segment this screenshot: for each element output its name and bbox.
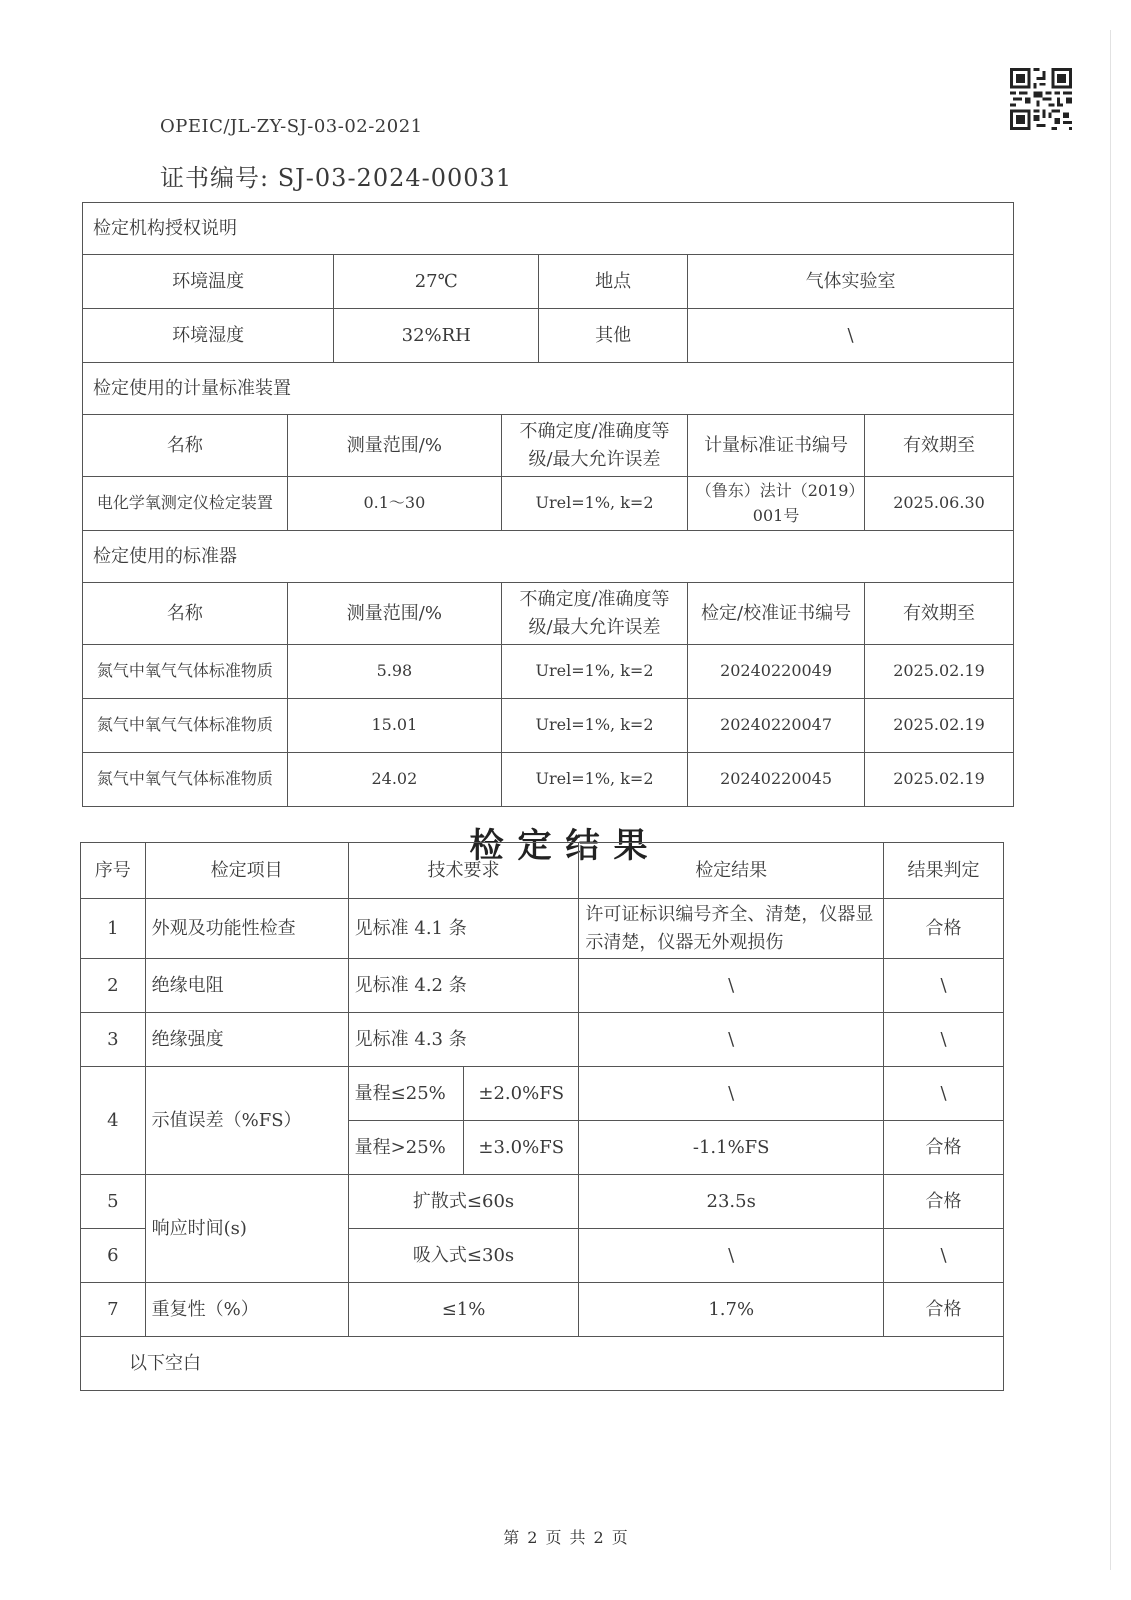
sd-row-uncertainty: Urel=1%, k=2 <box>501 477 687 531</box>
row-result: 许可证标识编号齐全、清楚，仪器显示清楚，仪器无外观损伤 <box>579 899 884 959</box>
row-req: 见标准 4.3 条 <box>348 1013 579 1067</box>
row-no: 6 <box>81 1229 146 1283</box>
row-verdict-a: \ <box>883 1067 1003 1121</box>
table-row <box>81 1013 1004 1067</box>
row-item: 响应时间(s) <box>145 1175 348 1283</box>
sd-header-cert: 计量标准证书编号 <box>688 415 865 477</box>
row-req: 见标准 4.2 条 <box>348 959 579 1013</box>
sd-row-range: 0.1～30 <box>287 477 501 531</box>
footer-text: 页 <box>545 1528 562 1547</box>
sm-row-range: 15.01 <box>287 699 501 753</box>
page-footer <box>0 1525 1131 1548</box>
row-result: 1.7% <box>579 1283 884 1337</box>
scan-edge-line <box>1110 30 1111 1570</box>
certificate-number-line <box>160 158 512 193</box>
standard-device-title: 检定使用的计量标准装置 <box>83 363 1014 415</box>
row-range-a: 量程≤25% <box>348 1067 463 1121</box>
row-verdict-b: 合格 <box>883 1121 1003 1175</box>
document-code: OPEIC/JL-ZY-SJ-03-02-2021 <box>160 116 423 137</box>
env-temp-label: 环境温度 <box>83 255 334 309</box>
sm-row-range: 24.02 <box>287 753 501 807</box>
total-pages: 2 <box>593 1528 604 1547</box>
row-result: \ <box>579 959 884 1013</box>
sm-header-name: 名称 <box>83 583 288 645</box>
row-verdict: 合格 <box>883 899 1003 959</box>
sm-row-uncertainty: Urel=1%, k=2 <box>501 699 687 753</box>
row-result-a: \ <box>579 1067 884 1121</box>
row-result: \ <box>579 1013 884 1067</box>
table-row <box>81 959 1004 1013</box>
row-item: 绝缘电阻 <box>145 959 348 1013</box>
row-req: ≤1% <box>348 1283 579 1337</box>
table-row <box>83 645 1014 699</box>
sm-header-cert: 检定/校准证书编号 <box>688 583 865 645</box>
sm-row-valid: 2025.02.19 <box>865 645 1014 699</box>
row-limit-a: ±2.0%FS <box>464 1067 579 1121</box>
sm-header-valid: 有效期至 <box>865 583 1014 645</box>
results-header-no: 序号 <box>81 843 146 899</box>
results-header-item: 检定项目 <box>145 843 348 899</box>
sd-header-valid: 有效期至 <box>865 415 1014 477</box>
qr-code-icon <box>1010 68 1072 130</box>
sd-row-cert: （鲁东）法计（2019）001号 <box>688 477 865 531</box>
sm-row-cert: 20240220047 <box>688 699 865 753</box>
sm-row-uncertainty: Urel=1%, k=2 <box>501 753 687 807</box>
results-header-verdict: 结果判定 <box>883 843 1003 899</box>
row-verdict: \ <box>883 959 1003 1013</box>
row-req: 吸入式≤30s <box>348 1229 579 1283</box>
certificate-number: SJ-03-2024-00031 <box>277 164 513 192</box>
sd-row-valid: 2025.06.30 <box>865 477 1014 531</box>
row-no: 7 <box>81 1283 146 1337</box>
row-result: 23.5s <box>579 1175 884 1229</box>
row-range-b: 量程>25% <box>348 1121 463 1175</box>
location-label: 地点 <box>539 255 688 309</box>
sm-row-range: 5.98 <box>287 645 501 699</box>
blank-note: 以下空白 <box>81 1337 1004 1391</box>
row-item: 外观及功能性检查 <box>145 899 348 959</box>
footer-text: 共 <box>569 1528 586 1547</box>
table-row <box>83 753 1014 807</box>
authorization-label: 检定机构授权说明 <box>83 203 1014 255</box>
table-row <box>81 1175 1004 1229</box>
row-item: 示值误差（%FS） <box>145 1067 348 1175</box>
sd-header-uncertainty: 不确定度/准确度等级/最大允许误差 <box>501 415 687 477</box>
row-item: 绝缘强度 <box>145 1013 348 1067</box>
row-result-b: -1.1%FS <box>579 1121 884 1175</box>
results-header-req: 技术要求 <box>348 843 579 899</box>
results-title: 检定结果 <box>469 826 662 866</box>
row-verdict: 合格 <box>883 1283 1003 1337</box>
row-req: 扩散式≤60s <box>348 1175 579 1229</box>
sm-row-cert: 20240220049 <box>688 645 865 699</box>
sd-row-name: 电化学氧测定仪检定装置 <box>83 477 288 531</box>
row-req: 见标准 4.1 条 <box>348 899 579 959</box>
sm-row-cert: 20240220045 <box>688 753 865 807</box>
row-no: 3 <box>81 1013 146 1067</box>
table-row <box>83 699 1014 753</box>
other-label: 其他 <box>539 309 688 363</box>
sm-row-name: 氮气中氧气气体标准物质 <box>83 645 288 699</box>
row-verdict: 合格 <box>883 1175 1003 1229</box>
row-no: 4 <box>81 1067 146 1175</box>
location-value: 气体实验室 <box>688 255 1014 309</box>
certificate-number-label: 证书编号: <box>160 164 270 192</box>
table-row <box>81 899 1004 959</box>
current-page: 2 <box>527 1528 538 1547</box>
results-table <box>80 842 1004 1391</box>
footer-text: 第 <box>503 1528 520 1547</box>
sd-header-name: 名称 <box>83 415 288 477</box>
row-no: 1 <box>81 899 146 959</box>
sd-header-range: 测量范围/% <box>287 415 501 477</box>
sm-row-valid: 2025.02.19 <box>865 753 1014 807</box>
row-no: 2 <box>81 959 146 1013</box>
table-row <box>81 1067 1004 1121</box>
env-temp-value: 27℃ <box>334 255 539 309</box>
sm-row-valid: 2025.02.19 <box>865 699 1014 753</box>
row-item: 重复性（%） <box>145 1283 348 1337</box>
other-value: \ <box>688 309 1014 363</box>
row-no: 5 <box>81 1175 146 1229</box>
row-verdict: \ <box>883 1013 1003 1067</box>
results-header-result: 检定结果 <box>579 843 884 899</box>
conditions-and-standards-table <box>82 202 1014 807</box>
row-verdict: \ <box>883 1229 1003 1283</box>
env-humidity-value: 32%RH <box>334 309 539 363</box>
sm-row-name: 氮气中氧气气体标准物质 <box>83 753 288 807</box>
sm-row-name: 氮气中氧气气体标准物质 <box>83 699 288 753</box>
footer-text: 页 <box>611 1528 628 1547</box>
sm-header-uncertainty: 不确定度/准确度等级/最大允许误差 <box>501 583 687 645</box>
table-row <box>81 1283 1004 1337</box>
sm-row-uncertainty: Urel=1%, k=2 <box>501 645 687 699</box>
standard-materials-title: 检定使用的标准器 <box>83 531 1014 583</box>
row-limit-b: ±3.0%FS <box>464 1121 579 1175</box>
row-result: \ <box>579 1229 884 1283</box>
sm-header-range: 测量范围/% <box>287 583 501 645</box>
env-humidity-label: 环境湿度 <box>83 309 334 363</box>
